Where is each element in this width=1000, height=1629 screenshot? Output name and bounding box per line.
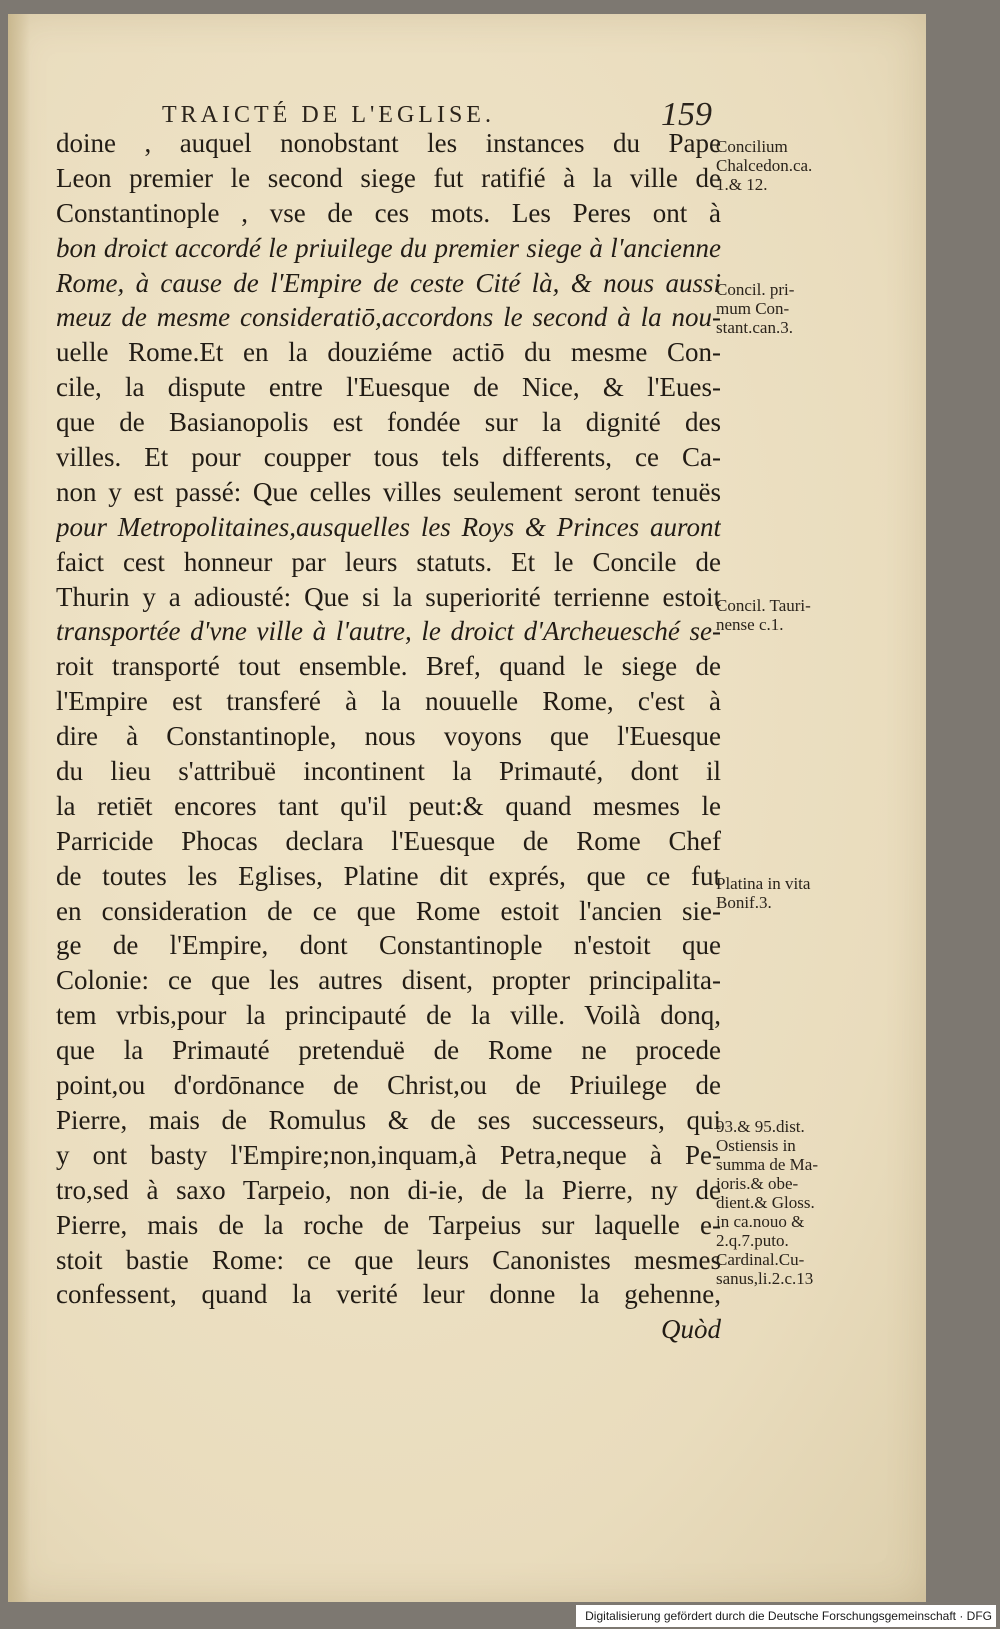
text-line: faict cest honneur par leurs statuts. Et le Concile de [56, 546, 721, 577]
margin-note-canonists: 93.& 95.dist. Ostiensis in summa de Ma- ioris.& obe- dient.& Gloss. in ca.nouo & 2.q.7.puto. Cardinal.Cu- sanus,li.2.c.13 [716, 1117, 818, 1288]
text-line: la retiēt encores tant qu'il peut:& quand mesmes le [56, 790, 721, 821]
text-line: dire à Constantinople, nous voyons que l'Euesque [56, 721, 721, 752]
text-line: stoit bastie Rome: ce que leurs Canonistes mesmes [56, 1244, 721, 1275]
catchword: Quòd [661, 1314, 721, 1345]
folio-number: 159 [661, 96, 712, 133]
text-line: meuz de mesme consideratiō,accordons le second à la nou- [56, 302, 721, 333]
text-line: Pierre, mais de Romulus & de ses successeurs, qui [56, 1104, 721, 1135]
text-line: y ont basty l'Empire;non,inquam,à Petra,neque à Pe- [56, 1139, 721, 1170]
main-text [56, 126, 721, 1347]
text-line: roit transporté tout ensemble. Bref, quand le siege de [56, 651, 721, 682]
text-line: cile, la dispute entre l'Euesque de Nice, & l'Eues- [56, 372, 721, 403]
text-line: que la Primauté pretenduë de Rome ne procede [56, 1035, 721, 1066]
text-line: transportée d'vne ville à l'autre, le droict d'Archeuesché se- [56, 616, 721, 647]
text-line: Thurin y a adiousté: Que si la superiorité terrienne estoit [56, 581, 721, 612]
text-line: Pierre, mais de la roche de Tarpeius sur laquelle e- [56, 1209, 721, 1240]
text-line: pour Metropolitaines,ausquelles les Roys & Princes auront [56, 511, 721, 542]
margin-note-platina: Platina in vita Bonif.3. [716, 874, 811, 912]
margin-note-chalcedon: Concilium Chalcedon.ca. 1.& 12. [716, 137, 813, 194]
text-line: point,ou d'ordōnance de Christ,ou de Priuilege de [56, 1070, 721, 1101]
dfg-funding-banner: Digitalisierung gefördert durch die Deutsche Forschungsgemeinschaft · DFG [576, 1605, 996, 1627]
text-line: Colonie: ce que les autres disent, propter principalita- [56, 965, 721, 996]
text-line: non y est passé: Que celles villes seulement seront tenuës [56, 476, 721, 507]
text-line: l'Empire est transferé à la nouuelle Rome, c'est à [56, 686, 721, 717]
text-line: du lieu s'attribuë incontinent la Primauté, dont il [56, 756, 721, 787]
text-line: tem vrbis,pour la principauté de la ville. Voilà donq, [56, 1000, 721, 1031]
margin-note-constantinople: Concil. pri- mum Con- stant.can.3. [716, 280, 795, 337]
text-line: Parricide Phocas declara l'Euesque de Rome Chef [56, 825, 721, 856]
text-line: que de Basianopolis est fondée sur la dignité des [56, 407, 721, 438]
text-line: doine , auquel nonobstant les instances du Pape [56, 128, 721, 158]
text-line: ge de l'Empire, dont Constantinople n'estoit que [56, 930, 721, 961]
text-line: tro,sed à saxo Tarpeio, non di-ie, de la Pierre, ny de [56, 1174, 721, 1205]
text-line: bon droict accordé le priuilege du premier siege à l'ancienne [56, 232, 721, 263]
text-line: en consideration de ce que Rome estoit l'ancien sie- [56, 895, 721, 926]
margin-note-turin: Concil. Tauri- nense c.1. [716, 596, 811, 634]
text-line: Leon premier le second siege fut ratifié à la ville de [56, 162, 721, 193]
text-line: uelle Rome.Et en la douziéme actiō du mesme Con- [56, 337, 721, 368]
running-title: TRAICTÉ DE L'EGLISE. [162, 102, 495, 128]
text-line: Constantinople , vse de ces mots. Les Peres ont à [56, 197, 721, 228]
text-line: Rome, à cause de l'Empire de ceste Cité là, & nous aussi [56, 267, 721, 298]
text-line: confessent, quand la verité leur donne la gehenne, [56, 1279, 721, 1310]
text-line: villes. Et pour coupper tous tels differents, ce Ca- [56, 442, 721, 473]
text-line: de toutes les Eglises, Platine dit exprés, que ce fut [56, 860, 721, 891]
page-gutter-shadow [8, 14, 30, 1602]
